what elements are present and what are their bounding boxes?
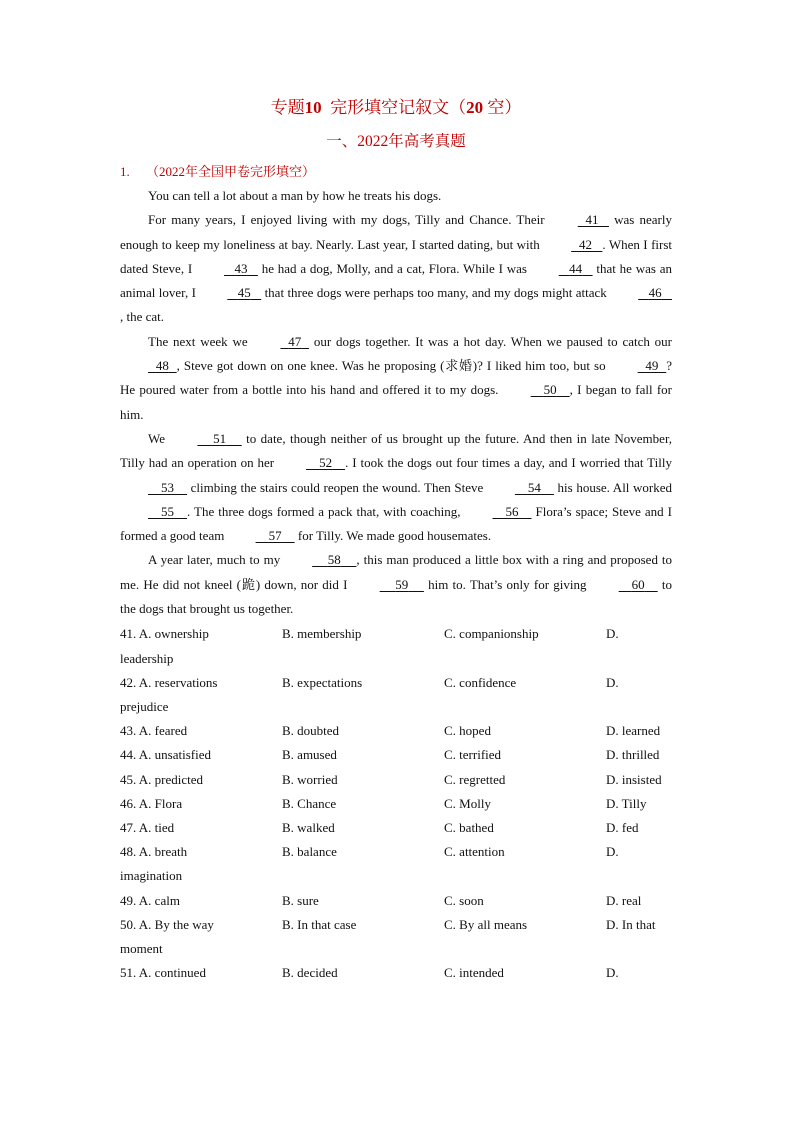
passage-text: ? He poured water from a bottle into his hand and offered it to my dogs. [120,358,673,398]
passage-text: to the dogs that brought us together. [120,576,673,617]
option-row-42 [120,671,672,719]
passage-text: his house. All worked [557,479,673,495]
blank-52 [278,451,345,475]
blank-number: 53 [161,479,175,495]
passage-text: . I took the dogs out four times a day, and I worried that Tilly [345,455,672,471]
passage-text: our dogs together. It was a hot day. When we paused to catch our [313,333,673,349]
blank-number: 52 [319,455,333,471]
blank-56 [464,500,531,524]
option-d-wrap: leadership [120,650,174,666]
blank-number: 42 [578,236,592,252]
option-a: 47. A. tied [120,819,175,835]
passage-text: that three dogs were perhaps too many, and my dogs might attack [264,285,607,301]
blank-number: 45 [237,285,251,301]
blank-48 [120,354,177,378]
blank-55 [120,500,187,524]
passage-text: him to. That’s only for giving [428,576,587,592]
option-d: D. [606,965,619,981]
option-row-50 [120,913,672,961]
blank-number: 55 [161,503,175,519]
paragraph-2 [120,208,672,329]
option-b: B. walked [282,819,335,835]
option-d-wrap: prejudice [120,698,169,714]
blank-54 [487,476,554,500]
passage-text: , I began to fall for him. [120,382,673,422]
passage-text: We [148,430,165,446]
passage-text: climbing the stairs could reopen the wound. Then Steve [190,479,484,495]
option-row-48 [120,840,672,888]
blank-number: 43 [234,260,248,276]
blank-number: 54 [527,479,541,495]
option-a: 46. A. Flora [120,795,183,811]
option-c: C. soon [444,892,484,908]
option-d-wrap: imagination [120,868,183,884]
option-a: 50. A. By the way [120,916,214,932]
passage-text: The next week we [148,333,248,349]
title-number: 10 [304,98,322,117]
title-count: 20 [466,98,484,117]
option-a: 49. A. calm [120,892,180,908]
option-c: C. terrified [444,747,502,763]
passage-text: to date, though neither of us brought up the future. And then in late November, Tilly had an operation on her [120,430,672,471]
blank-50 [503,378,570,402]
blank-number: 59 [395,576,409,592]
blank-49 [610,354,667,378]
blank-number: 58 [327,552,341,568]
passage-text: , Steve got down on one knee. Was he proposing (求婚)? I liked him too, but so [176,358,606,374]
passage-text: , the cat. [120,309,165,325]
option-c: C. confidence [444,674,517,690]
passage-text: You can tell a lot about a man by how he treats his dogs. [148,188,442,203]
option-a: 43. A. feared [120,723,188,739]
option-d-wrap: moment [120,940,163,956]
option-d: D. learned [606,723,661,739]
option-row-45 [120,768,672,792]
passage-text: was nearly enough to keep my loneliness at bay. Nearly. Last year, I started dating, but with [120,212,672,252]
option-c: C. companionship [444,626,539,642]
option-c: C. Molly [444,795,491,811]
option-d: D. real [606,892,642,908]
option-row-41 [120,622,672,670]
option-row-44 [120,743,672,767]
title-suffix: 空） [487,98,522,117]
blank-43 [196,257,258,281]
option-c: C. attention [444,844,505,860]
paragraph-3 [120,330,672,427]
option-b: B. sure [282,892,319,908]
option-b: B. worried [282,771,338,787]
question-source: （2022年全国甲卷完形填空） [146,164,316,179]
option-d: D. insisted [606,771,662,787]
blank-number: 41 [585,212,599,228]
passage-text: . The three dogs formed a pack that, with coaching, [187,503,461,519]
question-number: 1. [120,164,130,179]
blank-57 [228,524,295,548]
passage-text: For many years, I enjoyed living with my dogs, Tilly and Chance. Their [148,212,545,228]
blank-58 [284,548,356,572]
option-c: C. regretted [444,771,506,787]
option-b: B. Chance [282,795,337,811]
option-d: D. fed [606,819,639,835]
blank-number: 57 [268,528,282,544]
section-heading: 一、2022年高考真题 [326,133,466,150]
blank-number: 49 [645,358,659,374]
blank-42 [543,233,602,257]
passage-text: that he was an animal lover, I [120,260,673,301]
blank-60 [591,573,658,597]
option-row-43 [120,719,672,743]
option-d: D. [606,626,619,642]
option-b: B. membership [282,626,362,642]
blank-59 [352,573,424,597]
blank-number: 51 [213,430,227,446]
passage-text: A year later, much to my [148,552,281,568]
option-a: 51. A. continued [120,965,206,981]
paragraph-5 [120,548,672,621]
blank-number: 60 [631,576,645,592]
option-b: B. decided [282,965,338,981]
blank-number: 56 [505,503,519,519]
option-a: 45. A. predicted [120,771,204,787]
options-list [120,622,672,985]
option-c: C. By all means [444,916,528,932]
title-prefix: 专题 [270,98,305,117]
paragraph-1 [120,184,672,208]
option-row-46 [120,792,672,816]
blank-47 [252,330,309,354]
option-row-47 [120,816,672,840]
option-a: 42. A. reservations [120,674,218,690]
option-d: D. [606,674,619,690]
option-d: D. [606,844,619,860]
option-b: B. expectations [282,674,363,690]
option-b: B. balance [282,844,337,860]
blank-46 [610,281,672,305]
option-a: 44. A. unsatisfied [120,747,212,763]
option-c: C. hoped [444,723,491,739]
blank-53 [120,476,187,500]
blank-44 [531,257,593,281]
option-b: B. doubted [282,723,340,739]
option-a: 48. A. breath [120,844,188,860]
blank-number: 48 [155,358,169,374]
document-page [120,96,672,985]
blank-number: 46 [648,285,662,301]
passage [120,184,672,621]
option-a: 41. A. ownership [120,626,209,642]
option-row-51 [120,961,672,985]
option-b: B. In that case [282,916,357,932]
paragraph-4 [120,427,672,548]
blank-51 [169,427,241,451]
blank-41 [550,208,609,232]
option-d: D. thrilled [606,747,660,763]
option-c: C. bathed [444,819,494,835]
blank-45 [199,281,261,305]
blank-number: 47 [288,333,302,349]
option-d: D. Tilly [606,795,647,811]
option-d: D. In that [606,916,656,932]
passage-text: he had a dog, Molly, and a cat, Flora. While I was [261,260,527,276]
blank-number: 44 [569,260,583,276]
option-row-49 [120,889,672,913]
page-title [120,96,672,120]
blank-number: 50 [543,382,557,398]
passage-text: for Tilly. We made good housemates. [297,528,492,544]
option-c: C. intended [444,965,504,981]
passage-text: . When I first dated Steve, I [120,236,673,276]
passage-text: , this man produced a little box with a ring and proposed to me. He did not kneel (跪) down, nor did I [120,552,673,592]
question-heading [120,160,672,184]
title-middle: 完形填空记叙文（ [330,98,467,117]
option-b: B. amused [282,747,337,763]
passage-text: Flora’s space; Steve and I formed a good team [120,503,672,544]
